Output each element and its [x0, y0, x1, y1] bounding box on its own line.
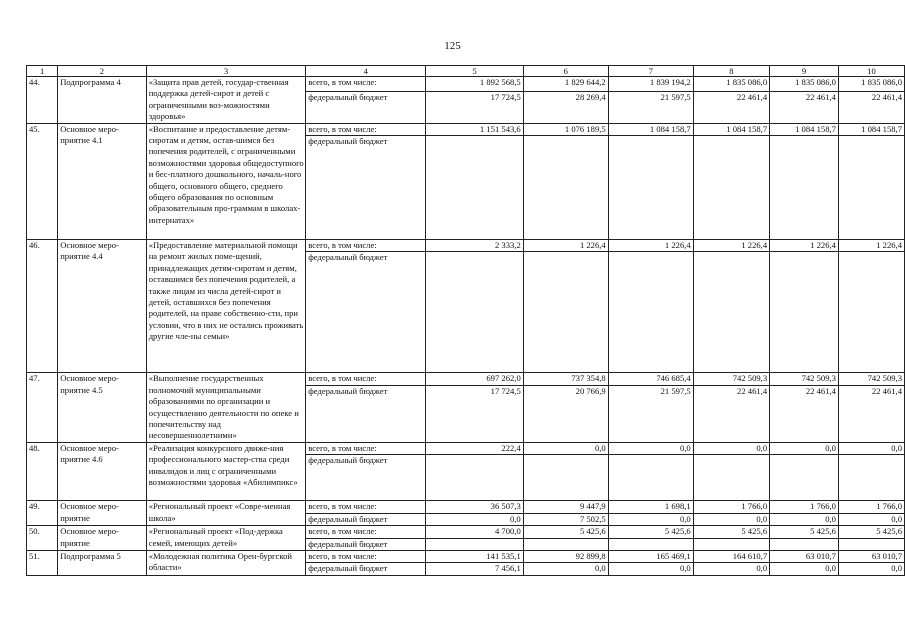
row-number: 51.	[27, 550, 58, 575]
column-header: 5	[426, 66, 523, 77]
page-number: 125	[444, 40, 461, 52]
amount-cell: 1 829 644,2	[523, 77, 608, 92]
amount-cell	[693, 136, 769, 240]
amount-cell: 1 766,0	[770, 501, 839, 513]
column-header: 6	[523, 66, 608, 77]
program-name: Основное меро-приятие 4.4	[58, 240, 146, 373]
amount-cell: 1 835 086,0	[693, 77, 769, 92]
amount-cell: 22 461,4	[693, 92, 769, 123]
program-name: Основное меро-приятие 4.6	[58, 442, 146, 500]
funding-source-label: федеральный бюджет	[306, 538, 426, 550]
amount-cell	[838, 538, 904, 550]
amount-cell: 1 835 086,0	[838, 77, 904, 92]
amount-cell: 742 509,3	[693, 373, 769, 385]
amount-cell: 5 425,6	[838, 526, 904, 538]
program-name: Подпрограмма 4	[58, 77, 146, 124]
funding-source-label: всего, в том числе:	[306, 501, 426, 513]
amount-cell: 22 461,4	[770, 385, 839, 442]
amount-cell: 1 766,0	[838, 501, 904, 513]
funding-source-label: федеральный бюджет	[306, 252, 426, 373]
amount-cell	[523, 136, 608, 240]
row-number: 46.	[27, 240, 58, 373]
budget-table	[26, 65, 905, 576]
program-title: «Предоставление материальной помощи на ремонт жилых поме-щений, принадлежащих детям-сиротам и детям, оставшимся без попечения родителей, а также лицам из числа детей-сирот и детей, оставшихся без попечения родителей, на праве собственно-сти, при условии, что в них не остались проживать другие чле-ны семьи»	[146, 240, 306, 373]
amount-cell: 742 509,3	[770, 373, 839, 385]
amount-cell: 1 151 543,6	[426, 123, 523, 135]
amount-cell	[693, 252, 769, 373]
table-row	[27, 442, 905, 454]
row-number: 47.	[27, 373, 58, 442]
amount-cell: 5 425,6	[523, 526, 608, 538]
program-name: Основное меро-приятие	[58, 526, 146, 551]
amount-cell: 22 461,4	[838, 385, 904, 442]
amount-cell: 1 076 189,5	[523, 123, 608, 135]
amount-cell	[426, 455, 523, 501]
amount-cell: 0,0	[523, 442, 608, 454]
amount-cell: 1 698,1	[608, 501, 693, 513]
amount-cell: 1 226,4	[838, 240, 904, 252]
amount-cell	[770, 455, 839, 501]
amount-cell	[608, 252, 693, 373]
table-row	[27, 550, 905, 562]
amount-cell: 164 610,7	[693, 550, 769, 562]
row-number: 44.	[27, 77, 58, 124]
amount-cell: 0,0	[608, 513, 693, 525]
program-title: «Региональный проект «Совре-менная школа»	[146, 501, 306, 526]
amount-cell: 36 507,3	[426, 501, 523, 513]
amount-cell	[693, 538, 769, 550]
amount-cell: 0,0	[693, 442, 769, 454]
amount-cell: 4 700,0	[426, 526, 523, 538]
amount-cell: 0,0	[770, 442, 839, 454]
amount-cell: 1 084 158,7	[838, 123, 904, 135]
column-header: 7	[608, 66, 693, 77]
amount-cell: 22 461,4	[693, 385, 769, 442]
funding-source-label: федеральный бюджет	[306, 563, 426, 575]
funding-source-label: всего, в том числе:	[306, 240, 426, 252]
amount-cell: 0,0	[608, 563, 693, 575]
amount-cell: 1 766,0	[693, 501, 769, 513]
program-title: «Реализация конкурсного движе-ния профессионального мастер-ства среди инвалидов и лиц с ограниченными возможностями здоровья «Абилимпикс»	[146, 442, 306, 500]
amount-cell: 165 469,1	[608, 550, 693, 562]
program-title: «Воспитание и предоставление детям-сиротам и детям, остав-шимся без попечения родителей, с ограниченными возможностями здоровья общедоступного и бес-платного дошкольного, началь-ного общего, основного общего, среднего общего образования по основным образовательным про-граммам в школах-интернатах»	[146, 123, 306, 239]
amount-cell: 1 226,4	[523, 240, 608, 252]
column-header: 9	[770, 66, 839, 77]
program-name: Основное меро-приятие	[58, 501, 146, 526]
amount-cell	[608, 538, 693, 550]
column-header: 2	[58, 66, 146, 77]
amount-cell: 1 835 086,0	[770, 77, 839, 92]
table-row	[27, 373, 905, 385]
amount-cell: 0,0	[523, 563, 608, 575]
amount-cell: 0,0	[838, 563, 904, 575]
amount-cell: 28 269,4	[523, 92, 608, 123]
amount-cell: 0,0	[693, 563, 769, 575]
amount-cell: 1 084 158,7	[693, 123, 769, 135]
amount-cell	[693, 455, 769, 501]
funding-source-label: всего, в том числе:	[306, 526, 426, 538]
amount-cell	[426, 252, 523, 373]
amount-cell: 222,4	[426, 442, 523, 454]
amount-cell: 9 447,9	[523, 501, 608, 513]
amount-cell: 22 461,4	[770, 92, 839, 123]
column-header: 1	[27, 66, 58, 77]
funding-source-label: федеральный бюджет	[306, 136, 426, 240]
amount-cell: 0,0	[608, 442, 693, 454]
amount-cell	[838, 455, 904, 501]
funding-source-label: всего, в том числе:	[306, 550, 426, 562]
program-title: «Защита прав детей, государ-ственная поддержка детей-сирот и детей с ограниченными воз-можностями здоровья»	[146, 77, 306, 124]
amount-cell: 7 456,1	[426, 563, 523, 575]
table-row	[27, 240, 905, 252]
amount-cell	[770, 136, 839, 240]
amount-cell	[608, 455, 693, 501]
row-number: 50.	[27, 526, 58, 551]
column-header: 8	[693, 66, 769, 77]
funding-source-label: всего, в том числе:	[306, 442, 426, 454]
amount-cell: 0,0	[770, 513, 839, 525]
funding-source-label: всего, в том числе:	[306, 77, 426, 92]
amount-cell: 63 010,7	[770, 550, 839, 562]
table-row	[27, 77, 905, 92]
row-number: 49.	[27, 501, 58, 526]
funding-source-label: федеральный бюджет	[306, 455, 426, 501]
amount-cell: 22 461,4	[838, 92, 904, 123]
column-header: 10	[838, 66, 904, 77]
funding-source-label: всего, в том числе:	[306, 123, 426, 135]
amount-cell: 0,0	[426, 513, 523, 525]
amount-cell	[608, 136, 693, 240]
funding-source-label: всего, в том числе:	[306, 373, 426, 385]
amount-cell: 1 226,4	[608, 240, 693, 252]
program-title: «Региональный проект «Под-держка семей, имеющих детей»	[146, 526, 306, 551]
program-title: «Выполнение государственных полномочий муниципальными образованиями по организации и осуществлению деятельности по опеке и попечительству над несовершеннолетними»	[146, 373, 306, 442]
amount-cell	[770, 538, 839, 550]
amount-cell: 0,0	[770, 563, 839, 575]
amount-cell: 1 084 158,7	[770, 123, 839, 135]
row-number: 45.	[27, 123, 58, 239]
program-title: «Молодежная политика Орен-бургской области»	[146, 550, 306, 575]
amount-cell	[770, 252, 839, 373]
amount-cell: 17 724,5	[426, 92, 523, 123]
amount-cell: 1 226,4	[770, 240, 839, 252]
amount-cell	[838, 252, 904, 373]
amount-cell	[523, 252, 608, 373]
amount-cell: 63 010,7	[838, 550, 904, 562]
amount-cell: 1 084 158,7	[608, 123, 693, 135]
amount-cell	[523, 455, 608, 501]
amount-cell: 0,0	[693, 513, 769, 525]
amount-cell: 21 597,5	[608, 92, 693, 123]
amount-cell: 141 535,1	[426, 550, 523, 562]
amount-cell: 0,0	[838, 513, 904, 525]
amount-cell	[426, 136, 523, 240]
amount-cell	[426, 538, 523, 550]
amount-cell: 2 333,2	[426, 240, 523, 252]
table-row	[27, 526, 905, 538]
amount-cell: 1 226,4	[693, 240, 769, 252]
table-row	[27, 501, 905, 513]
amount-cell: 737 354,8	[523, 373, 608, 385]
program-name: Основное меро-приятие 4.5	[58, 373, 146, 442]
amount-cell: 5 425,6	[770, 526, 839, 538]
amount-cell	[838, 136, 904, 240]
amount-cell: 7 502,5	[523, 513, 608, 525]
program-name: Подпрограмма 5	[58, 550, 146, 575]
table-row	[27, 123, 905, 135]
funding-source-label: федеральный бюджет	[306, 513, 426, 525]
amount-cell: 697 262,0	[426, 373, 523, 385]
amount-cell: 5 425,6	[693, 526, 769, 538]
amount-cell: 20 766,9	[523, 385, 608, 442]
amount-cell: 92 899,8	[523, 550, 608, 562]
amount-cell: 17 724,5	[426, 385, 523, 442]
amount-cell: 5 425,6	[608, 526, 693, 538]
amount-cell: 1 892 568,5	[426, 77, 523, 92]
amount-cell: 0,0	[838, 442, 904, 454]
amount-cell: 742 509,3	[838, 373, 904, 385]
column-header: 4	[306, 66, 426, 77]
funding-source-label: федеральный бюджет	[306, 92, 426, 123]
amount-cell: 21 597,5	[608, 385, 693, 442]
funding-source-label: федеральный бюджет	[306, 385, 426, 442]
amount-cell: 746 685,4	[608, 373, 693, 385]
column-header: 3	[146, 66, 306, 77]
amount-cell	[523, 538, 608, 550]
amount-cell: 1 839 194,2	[608, 77, 693, 92]
row-number: 48.	[27, 442, 58, 500]
program-name: Основное меро-приятие 4.1	[58, 123, 146, 239]
column-number-row	[27, 66, 905, 77]
